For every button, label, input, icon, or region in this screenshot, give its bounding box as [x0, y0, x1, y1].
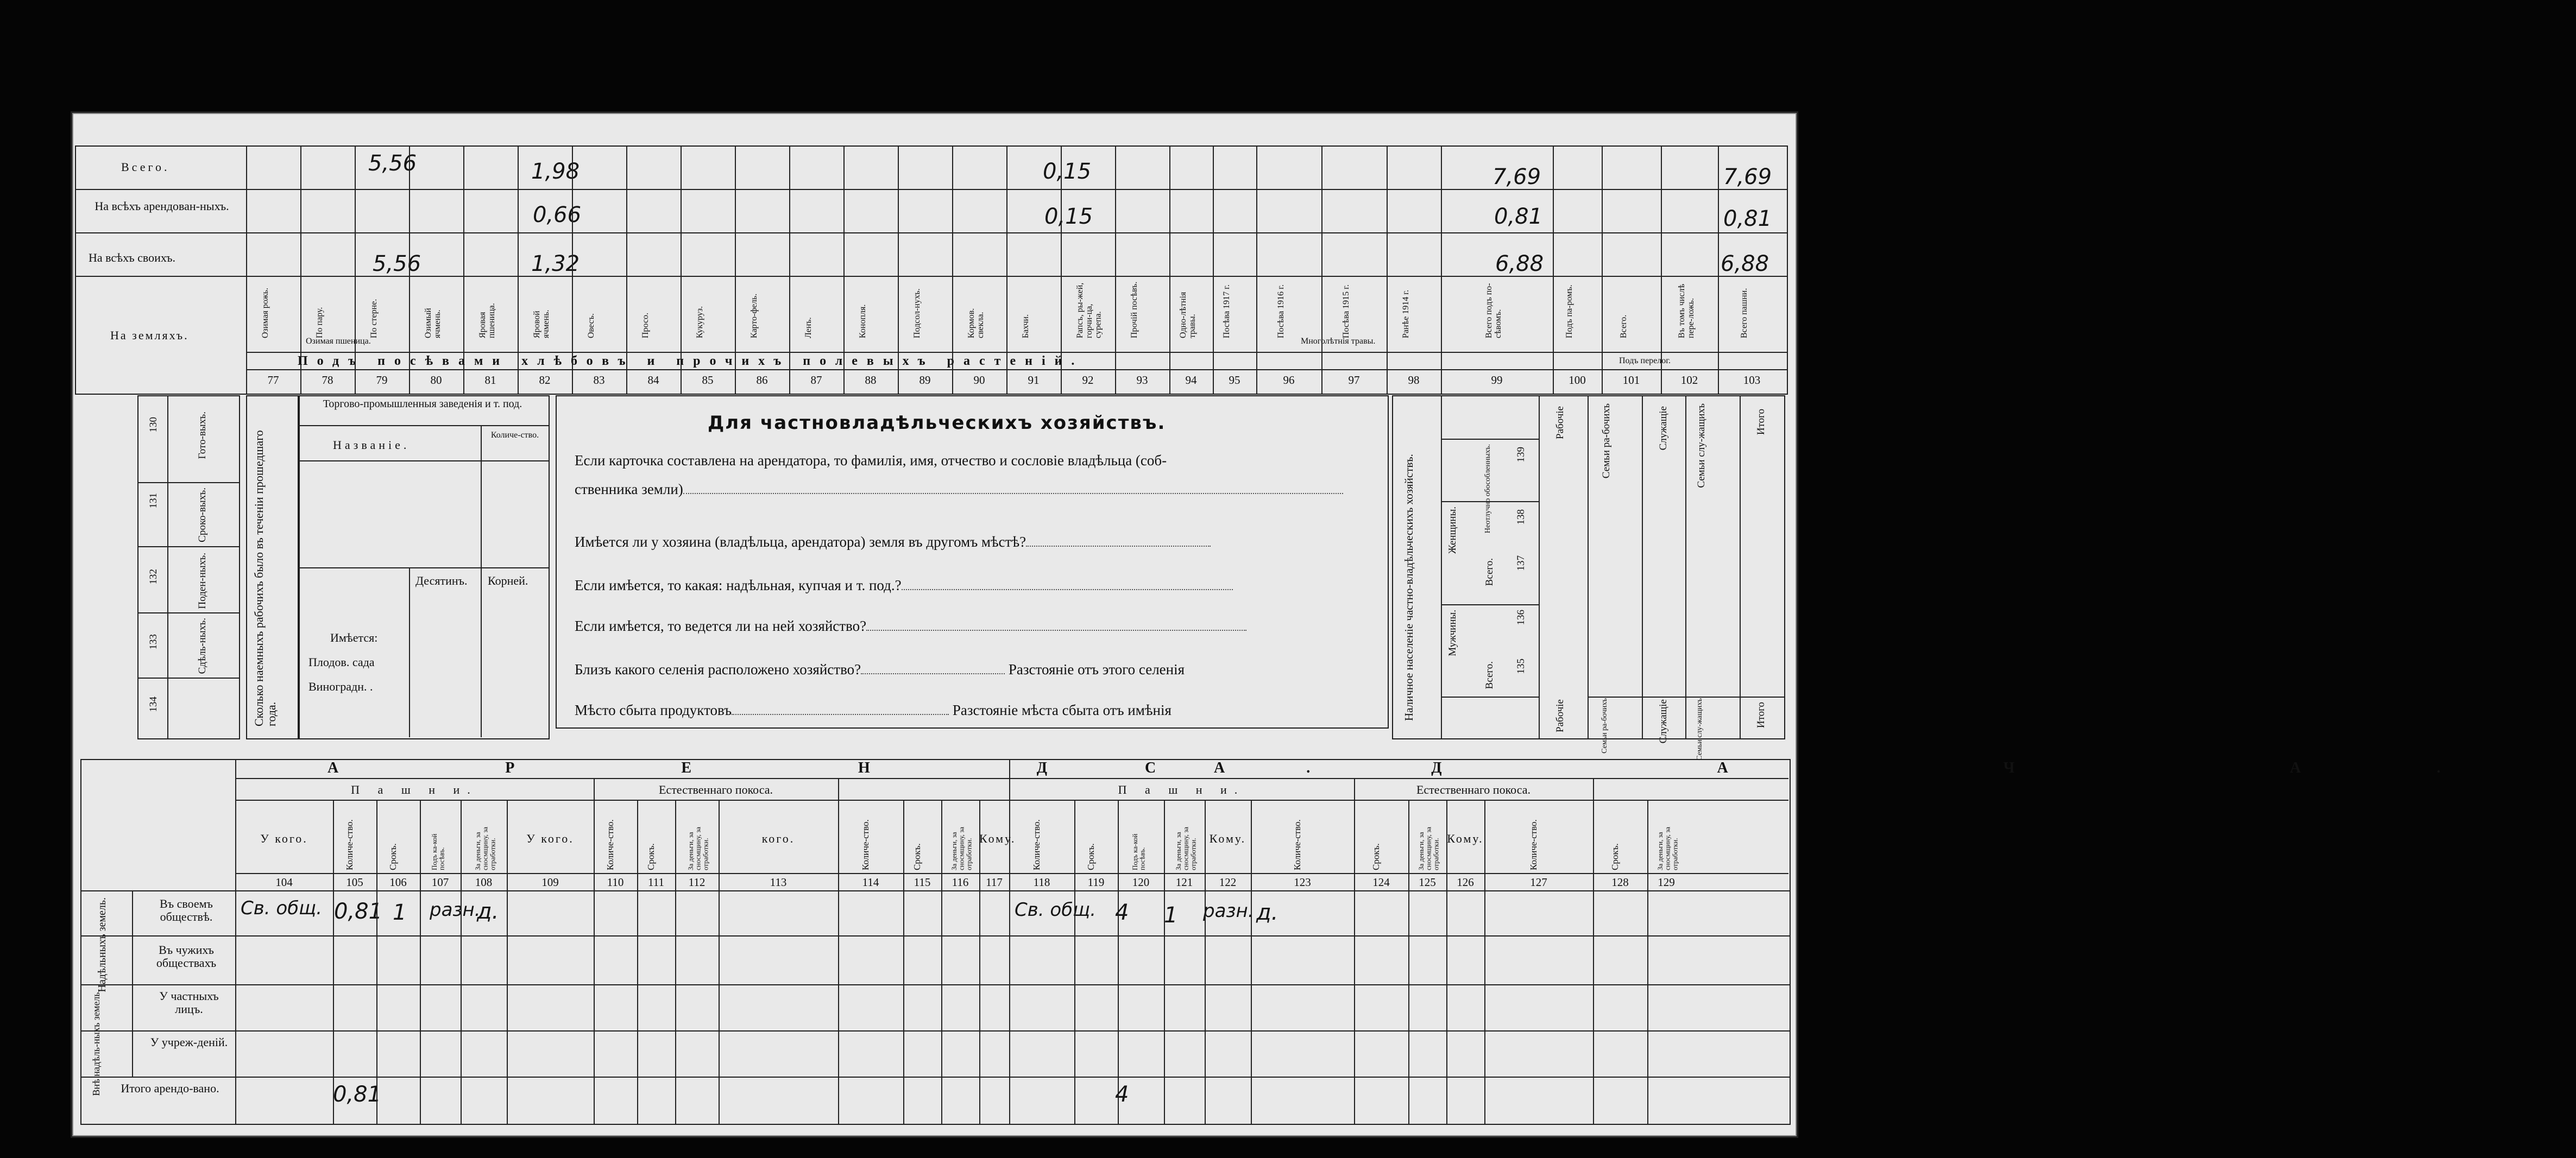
crop-num-80: 80 — [430, 374, 442, 387]
pop-139: 139 — [1515, 447, 1527, 463]
lease-col-124: Срокъ. — [1371, 843, 1381, 870]
non-allotment-label: Внѣ надѣль-ныхъ земель. — [91, 990, 102, 1096]
census-card — [71, 111, 2576, 1138]
lease-col-117: Кому. — [979, 832, 1016, 845]
pop-135: 135 — [1515, 659, 1527, 674]
crop-num-79: 79 — [376, 374, 388, 387]
crop-col-102: Въ томъ числѣ пере-ложь. — [1677, 283, 1696, 338]
lease-num-121: 121 — [1175, 876, 1193, 889]
lease-col-114: Количе-ство. — [860, 819, 871, 870]
row-private-persons: У частныхъ лицъ. — [159, 989, 219, 1016]
korney-header: Корней. — [488, 574, 528, 587]
lease-num-110: 110 — [607, 876, 624, 889]
q-owner-a: Если карточка составлена на арендатора, то фамилiя, имя, отчество и сословiе владѣльца (соб- — [575, 452, 1167, 469]
q-owner-b: ственника земли) — [575, 481, 1343, 498]
pop-136: 136 — [1515, 610, 1527, 625]
crop-col-80: Озимый ячмень. — [424, 308, 442, 338]
lease-num-111: 111 — [648, 876, 664, 889]
hw-sub-117: Св. общ. — [1015, 899, 1096, 921]
right-col-employee-families: Семьи слу-жащихъ — [1696, 403, 1707, 488]
crop-col-100: Подъ па-ромъ. — [1565, 284, 1574, 338]
crop-col-85: Кукуруз. — [695, 306, 704, 338]
lease-num-112: 112 — [688, 876, 706, 889]
crop-num-100: 100 — [1569, 374, 1586, 387]
crop-num-88: 88 — [865, 374, 877, 387]
hired-workers-label: Сколько наемныхъ рабочихъ было въ теченiи прошедшаго года. — [252, 430, 279, 726]
row-other-society: Въ чужихъ обществахъ — [156, 943, 217, 970]
hw-sub-120: разн. — [1203, 900, 1254, 922]
hw-sub-119: 1 — [1164, 903, 1178, 928]
crop-col-79: По стерне. — [369, 299, 379, 338]
lease-col-110: Количе-ство. — [605, 819, 615, 870]
hw-total-103: 7,69 — [1723, 164, 1772, 189]
right-col-employees: Служащiе — [1658, 406, 1669, 451]
trade-qty-header: Количе-ство. — [490, 431, 539, 440]
hw-lease-104: Св. общ. — [241, 897, 322, 919]
crop-num-78: 78 — [322, 374, 333, 387]
crop-col-103: Всего пашни. — [1739, 288, 1749, 338]
women-label: Женщины. — [1447, 507, 1458, 554]
lease-col-129: За деньги, за сносмщину, за отработки. — [1656, 826, 1679, 870]
crop-col-89: Подсол-нухъ. — [912, 288, 922, 338]
pop-137: 137 — [1515, 555, 1527, 571]
pop-total-women: Всего. — [1484, 558, 1495, 586]
row-label-total: Всего. — [121, 160, 170, 174]
hw-sub-118: 4 — [1115, 900, 1129, 925]
crop-col-96: Посѣва 1916 г. — [1276, 284, 1286, 338]
lease-col-119: Срокъ. — [1086, 843, 1096, 870]
lease-group-0: П а ш н и. — [351, 783, 478, 796]
lease-col-120: Подъ ка-кой посѣвъ. — [1130, 833, 1147, 870]
right-foot-total: Итого — [1755, 702, 1767, 729]
lease-group-3: Естественнаго покоса. — [1416, 783, 1531, 796]
crop-col-84: Просо. — [641, 312, 650, 338]
hw-own-82: 1,32 — [531, 251, 580, 276]
lease-num-114: 114 — [862, 876, 879, 889]
lease-num-115: 115 — [914, 876, 931, 889]
pop-138: 138 — [1515, 509, 1527, 525]
lease-num-126: 126 — [1457, 876, 1474, 889]
lease-group-2: П а ш н и. — [1118, 783, 1245, 796]
crop-num-82: 82 — [539, 374, 551, 387]
lease-num-106: 106 — [389, 876, 407, 889]
crop-col-95: Посѣва 1917 г. — [1222, 284, 1231, 338]
trade-name-header: Названiе. — [333, 438, 410, 452]
crop-col-81: Яровая пшеница. — [478, 303, 496, 338]
crop-num-77: 77 — [267, 374, 279, 387]
right-foot-workers: Рабочiе — [1554, 699, 1566, 732]
worker-num-134: 134 — [148, 697, 159, 712]
crop-num-90: 90 — [973, 374, 985, 387]
lease-num-124: 124 — [1372, 876, 1390, 889]
hw-total-rent-105: 0,81 — [333, 1082, 382, 1107]
q-market: Мѣсто сбыта продуктовъ Разстоянiе мѣста сбыта отъ имѣнiя — [575, 702, 1172, 718]
perennial-grass-label: Многолѣтнiя травы. — [1301, 337, 1376, 346]
right-foot-employee-families: Семьи слу-жащихъ — [1696, 698, 1704, 761]
hw-rented-103: 0,81 — [1723, 206, 1772, 231]
lease-col-104: У кого. — [260, 832, 308, 845]
lease-num-107: 107 — [431, 876, 449, 889]
q-other-land: Имѣется ли у хозяина (владѣльца, арендатора) земля въ другомъ мѣстѣ? — [575, 534, 1211, 550]
lease-num-108: 108 — [475, 876, 493, 889]
hw-rented-82: 0,66 — [533, 203, 582, 227]
lease-col-121: За деньги, за сносмщину, за отработки. — [1174, 826, 1197, 870]
lease-col-118: Количе-ство. — [1031, 819, 1042, 870]
hw-lease-108: д. — [477, 899, 499, 924]
q-farming: Если имѣется, то ведется ли на ней хозяйство? — [575, 618, 1246, 635]
crop-col-98: Ранѣе 1914 г. — [1401, 289, 1410, 338]
hw-lease-105: 0,81 — [334, 899, 383, 924]
worker-num-130: 130 — [148, 417, 159, 433]
crop-num-92: 92 — [1082, 374, 1094, 387]
q-land-type: Если имѣется, то какая: надѣльная, купчая и т. под.? — [575, 577, 1233, 594]
lease-num-122: 122 — [1219, 876, 1237, 889]
crop-col-87: Ленъ. — [804, 317, 813, 338]
private-farms-title: Для частновладѣльческихъ хозяйствъ. — [708, 412, 1166, 434]
lease-col-106: Срокъ. — [388, 843, 398, 870]
crop-col-83: Овесъ. — [587, 313, 596, 338]
crop-num-81: 81 — [484, 374, 496, 387]
day-workers-label: Поден-ныхъ. — [197, 553, 208, 609]
lease-col-127: Количе-ство. — [1528, 819, 1539, 870]
vineyard-label: Виноградн. . — [308, 680, 373, 693]
lease-col-113: кого. — [761, 832, 795, 845]
crop-num-86: 86 — [756, 374, 768, 387]
hw-total-82: 1,98 — [531, 159, 580, 184]
hw-own-103: 6,88 — [1721, 251, 1769, 276]
worker-num-133: 133 — [148, 634, 159, 650]
lease-num-116: 116 — [952, 876, 969, 889]
lease-num-109: 109 — [541, 876, 559, 889]
population-table — [1392, 395, 1785, 739]
q-village: Близъ какого селенiя расположено хозяйство? Разстоянiе отъ этого селенiя — [575, 661, 1185, 678]
orchard-label: Плодов. сада — [308, 655, 375, 669]
crop-num-103: 103 — [1743, 374, 1761, 387]
pop-separate: Неотлучно обособленныхъ. — [1484, 444, 1492, 534]
lease-col-109: У кого. — [526, 832, 574, 845]
crop-col-86: Карто-фель. — [750, 293, 759, 338]
crop-num-98: 98 — [1408, 374, 1420, 387]
lease-num-117: 117 — [986, 876, 1003, 889]
crop-num-85: 85 — [702, 374, 714, 387]
desyatin-header: Десятинъ. — [415, 574, 468, 587]
row-own-society: Въ своемъ обществѣ. — [160, 897, 213, 924]
crop-col-94: Одно-лѣтнiя травы. — [1179, 292, 1197, 338]
row-label-own: На всѣхъ своихъ. — [89, 251, 175, 264]
crop-num-94: 94 — [1185, 374, 1197, 387]
crop-col-92: Рапсъ, ры-жей, горчи-ца, сурепа. — [1075, 282, 1103, 338]
crop-col-82: Яровой ячмень. — [532, 309, 551, 338]
hw-sub-121: д. — [1256, 900, 1278, 925]
lease-num-125: 125 — [1419, 876, 1436, 889]
lease-num-105: 105 — [346, 876, 363, 889]
crop-col-93: Прочiй посѣвъ. — [1130, 281, 1139, 338]
hw-total-99: 7,69 — [1492, 164, 1541, 189]
arenda-title: А Р Е Н Д А. — [327, 760, 1392, 776]
right-col-workers: Рабочiе — [1554, 406, 1566, 439]
population-label: Наличное населенiе частно-владѣльческихъ хозяйствъ. — [1402, 454, 1415, 721]
crop-num-101: 101 — [1622, 374, 1640, 387]
crops-band-label: Подъ посѣвами хлѣбовъ и прочихъ полевыхъ растенiй. — [298, 354, 1084, 368]
hw-lease-106: 1 — [393, 900, 407, 925]
hw-total-79: 5,56 — [368, 151, 417, 176]
winter-wheat-label: Озимая пшеница. — [306, 337, 371, 346]
right-foot-worker-families: Семьи ра-бочихъ — [1601, 698, 1609, 754]
row-total-rented: Итого арендо-вано. — [121, 1081, 219, 1095]
row-institutions: У учреж-денiй. — [150, 1035, 228, 1049]
lease-num-127: 127 — [1530, 876, 1547, 889]
private-farms-block — [556, 395, 1389, 729]
row-label-rented: На всѣхъ арендован-ныхъ. — [95, 199, 229, 213]
allotment-label: Надѣльныхъ земель. — [96, 897, 108, 992]
sdacha-title: С Д А Ч А. — [1145, 760, 2576, 776]
worker-num-131: 131 — [148, 493, 159, 509]
lease-col-107: Подъ ка-кой посѣвъ. — [430, 833, 446, 870]
lease-col-108: За деньги, за сносмщину, за отработки. — [473, 826, 496, 870]
lease-col-111: Срокъ. — [646, 843, 656, 870]
crop-num-99: 99 — [1491, 374, 1503, 387]
right-foot-employees: Служащiе — [1658, 699, 1669, 744]
lease-num-118: 118 — [1033, 876, 1050, 889]
crop-col-78: По пару. — [315, 307, 324, 338]
piece-workers-label: Сдѣль-ныхъ. — [197, 618, 208, 674]
hw-lease-107: разн. — [430, 899, 481, 921]
hw-rented-99: 0,81 — [1494, 204, 1543, 229]
crop-num-97: 97 — [1348, 374, 1360, 387]
lease-num-113: 113 — [770, 876, 787, 889]
crop-num-96: 96 — [1283, 374, 1295, 387]
trade-title: Торгово-промышленныя заведенiя и т. под. — [323, 398, 522, 410]
lease-col-122: Кому. — [1209, 832, 1246, 845]
worker-num-132: 132 — [148, 569, 159, 585]
crop-col-101: Всего. — [1618, 314, 1628, 338]
crop-num-87: 87 — [810, 374, 822, 387]
crop-num-83: 83 — [593, 374, 605, 387]
lease-col-105: Количе-ство. — [344, 819, 355, 870]
hw-total-sub-118: 4 — [1115, 1082, 1129, 1107]
lease-num-119: 119 — [1087, 876, 1105, 889]
lease-group-1: Естественнаго покоса. — [658, 783, 773, 796]
lease-num-104: 104 — [275, 876, 293, 889]
crop-num-91: 91 — [1028, 374, 1040, 387]
lease-col-128: Срокъ. — [1610, 843, 1620, 870]
lease-col-116: За деньги, за сносмщину, за отработки. — [950, 826, 973, 870]
crop-col-90: Кормов. свекла. — [967, 308, 985, 338]
pop-total-men: Всего. — [1484, 661, 1495, 689]
crop-num-95: 95 — [1229, 374, 1240, 387]
lease-num-120: 120 — [1132, 876, 1150, 889]
crop-num-84: 84 — [647, 374, 659, 387]
lease-num-123: 123 — [1294, 876, 1311, 889]
term-workers-label: Сроко-выхъ. — [197, 488, 208, 542]
lease-col-112: За деньги, за сносмщину, за отработки. — [686, 826, 710, 870]
lease-col-123: Количе-ство. — [1292, 819, 1302, 870]
hw-own-99: 6,88 — [1495, 251, 1544, 276]
lease-col-126: Кому. — [1447, 832, 1484, 845]
hw-own-79: 5,56 — [373, 251, 421, 276]
hw-rented-91: 0,15 — [1044, 204, 1093, 229]
lease-num-129: 129 — [1658, 876, 1675, 889]
crop-num-102: 102 — [1680, 374, 1698, 387]
crop-col-99: Всего подъ по-сѣвомъ. — [1484, 283, 1503, 338]
lease-col-125: За деньги, за сносмщину, за отработки. — [1417, 826, 1440, 870]
land-label: На земляхъ. — [110, 328, 189, 342]
crop-num-93: 93 — [1136, 374, 1148, 387]
crop-num-89: 89 — [919, 374, 931, 387]
crop-col-77: Озимая рожь. — [261, 288, 270, 338]
crop-col-91: Бахчи. — [1021, 314, 1030, 338]
men-label: Мужчины. — [1447, 610, 1458, 656]
annual-workers-label: Гото-выхъ. — [197, 412, 208, 459]
right-col-worker-families: Семьи ра-бочихъ — [1601, 403, 1612, 479]
hw-total-91: 0,15 — [1043, 159, 1092, 184]
has-label: Имѣется: — [330, 631, 378, 644]
fallow-label: Подъ перелог. — [1619, 356, 1671, 365]
crop-col-88: Конопля. — [858, 304, 867, 338]
lease-col-115: Срокъ. — [912, 843, 922, 870]
lease-num-128: 128 — [1611, 876, 1629, 889]
right-col-total: Итого — [1755, 409, 1767, 435]
crop-col-97: Посѣва 1915 г. — [1341, 284, 1351, 338]
